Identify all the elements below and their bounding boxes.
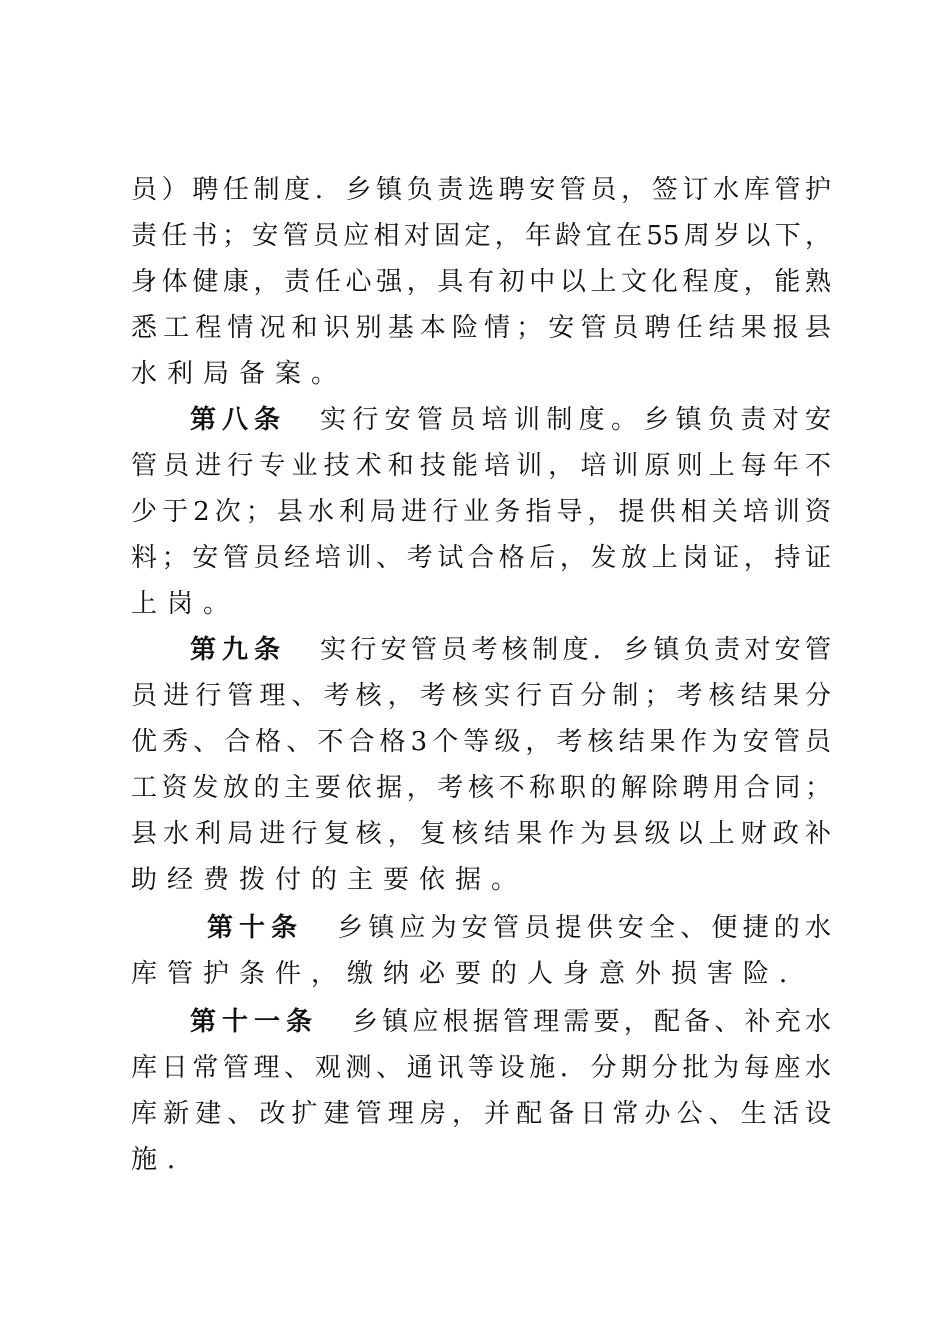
article-11-line-2: 库日常管理、观测、通讯等设施．分期分批为每座水 [131,1053,831,1083]
article-8-line-3: 少于2次；县水利局进行业务指导，提供相关培训资 [131,497,831,527]
article-7-line-4: 悉工程情况和识别基本险情；安管员聘任结果报县 [131,313,831,343]
article-8-heading: 第八条 [190,405,287,435]
article-8-line-2: 管员进行专业技术和技能培训，培训原则上每年不 [131,451,831,481]
article-8-line-5: 上岗。 [131,589,240,619]
article-10-first-line [207,906,831,950]
article-11-heading: 第十一条 [190,1007,319,1037]
article-11-line-4: 施． [131,1145,204,1175]
article-9-first-line [190,628,831,672]
article-9-line-6: 助经费拨付的主要依据。 [131,865,528,895]
article-8-line-4: 料；安管员经培训、考试合格后，发放上岗证，持证 [131,543,831,573]
article-9-first-line-text: 实行安管员考核制度．乡镇负责对安管 [320,635,831,665]
article-10-line-2: 库管护条件，缴纳必要的人身意外损害险． [131,959,816,989]
article-10-first-line-text: 乡镇应为安管员提供安全、便捷的水 [337,913,831,943]
article-7-line-1: 员）聘任制度．乡镇负责选聘安管员，签订水库管护 [131,175,831,205]
article-7-line-5: 水利局备案。 [131,359,348,389]
article-7-line-2: 责任书；安管员应相对固定，年龄宜在55周岁以下， [131,221,831,251]
article-9-line-5: 县水利局进行复核，复核结果作为县级以上财政补 [131,819,831,849]
article-10-heading: 第十条 [207,913,304,943]
article-8-first-line-text: 实行安管员培训制度。乡镇负责对安 [320,405,831,435]
article-11-first-line [190,1000,831,1044]
article-9-heading: 第九条 [190,635,287,665]
article-11-line-3: 库新建、改扩建管理房，并配备日常办公、生活设 [131,1099,831,1129]
article-9-line-2: 员进行管理、考核，考核实行百分制；考核结果分 [131,681,831,711]
article-9-line-3: 优秀、合格、不合格3个等级，考核结果作为安管员 [131,727,831,757]
article-7-line-3: 身体健康，责任心强，具有初中以上文化程度，能熟 [131,267,831,297]
article-11-first-line-text: 乡镇应根据管理需要，配备、补充水 [352,1007,831,1037]
article-8-first-line [190,398,831,442]
article-9-line-4: 工资发放的主要依据，考核不称职的解除聘用合同； [131,773,831,803]
